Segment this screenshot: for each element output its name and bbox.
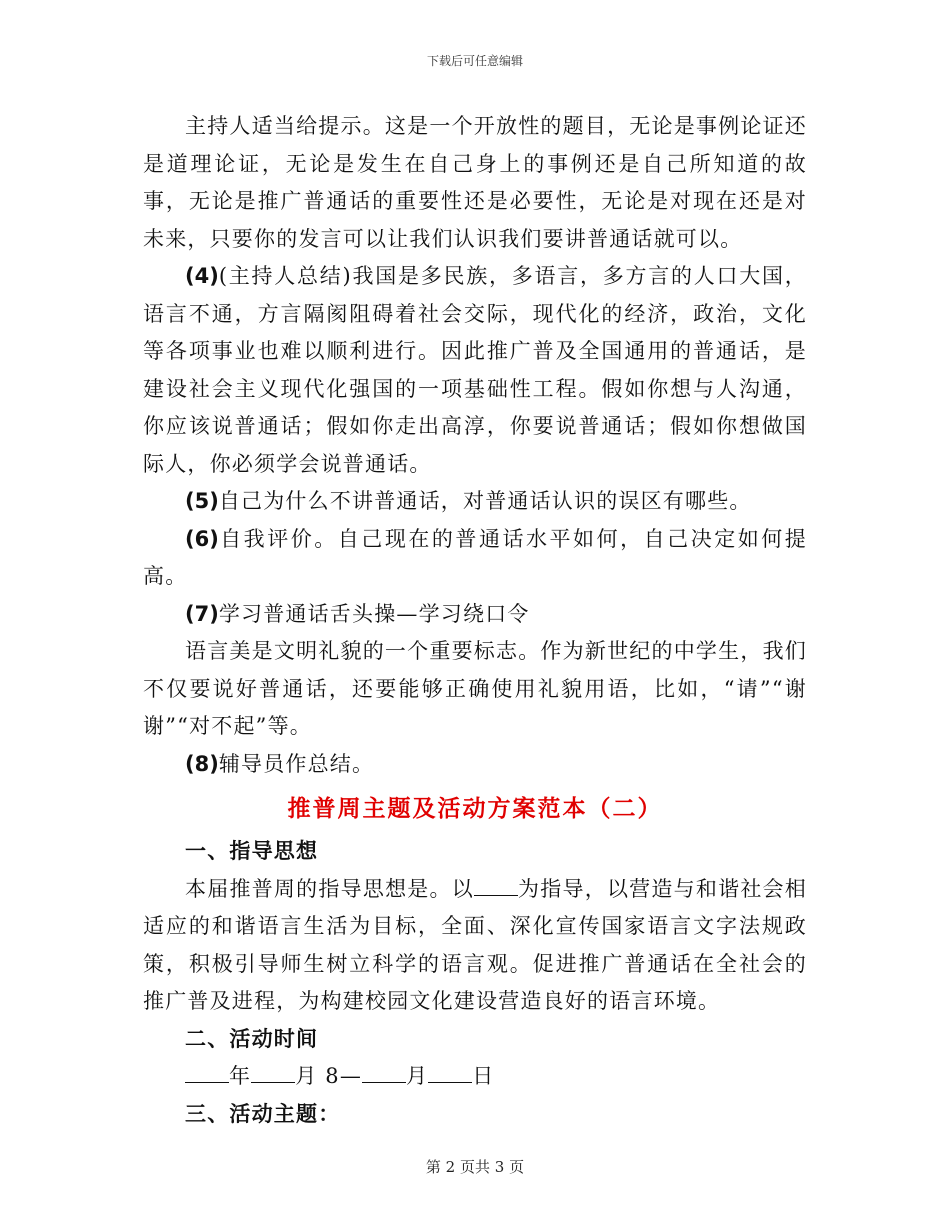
blank-underline xyxy=(251,1064,295,1083)
item-text: 辅导员作总结。 xyxy=(218,751,375,776)
item-text: 自我评价。自己现在的普通话水平如何，自己决定如何提高。 xyxy=(143,526,807,588)
item-text: (主持人总结)我国是多民族，多语言，多方言的人口大国，语言不通，方言隔阂阻碍着社会交际，现代化的经济，政治，文化等各项事业也难以顺利进行。因此推广普及全国通用的普通话，是建设社会主义现代化强国的一项基础性工程。假如你想与人沟通，你应该说普通话；假如你走出高淳，你要说普通话；假如你想做国际人，你必须学会说普通话。 xyxy=(143,264,807,476)
blank-underline xyxy=(428,1064,472,1083)
blank-underline xyxy=(474,877,518,896)
page-header: 下载后可任意编辑 xyxy=(426,54,523,68)
date-month-label: 月 8— xyxy=(295,1064,363,1088)
activity-date-line xyxy=(143,1058,807,1096)
item-number: (4) xyxy=(185,264,219,288)
text-segment: 为指导，以营造与和谐社会相适应的和谐语言生活为目标，全面、深化宣传国家语言文字法规政策，积极引导师生树立科学的语言观。促进推广普通话在全社会的推广普及进程，为构建校园文化建设营造良好的语言环境。 xyxy=(143,876,807,1013)
list-item-5 xyxy=(143,483,807,521)
item-number: (6) xyxy=(185,526,219,551)
list-item-4 xyxy=(143,258,807,483)
paragraph-language-beauty: 语言美是文明礼貌的一个重要标志。作为新世纪的中学生，我们不仅要说好普通话，还要能够正确使用礼貌用语，比如，“请”“谢谢”“对不起”等。 xyxy=(143,639,807,738)
item-number: (7) xyxy=(185,601,219,626)
page-footer: 第 2 页共 3 页 xyxy=(425,1158,525,1176)
item-number: (5) xyxy=(185,489,219,513)
blank-underline xyxy=(185,1064,229,1083)
list-item-8 xyxy=(143,746,807,784)
list-item-7 xyxy=(143,596,807,634)
item-number: (8) xyxy=(185,751,219,776)
item-text: 学习普通话舌头操—学习绕口令 xyxy=(218,601,530,626)
item-text: 自己为什么不讲普通话，对普通话认识的误区有哪些。 xyxy=(218,489,752,513)
date-month-label: 月 xyxy=(406,1064,429,1088)
blank-underline xyxy=(362,1064,406,1083)
date-day-label: 日 xyxy=(472,1064,495,1088)
heading-guiding-ideology: 一、指导思想 xyxy=(185,839,319,863)
paragraph-guiding-ideology xyxy=(143,871,807,1021)
document-body xyxy=(143,108,807,1133)
list-item-6 xyxy=(143,521,807,596)
date-year-label: 年 xyxy=(229,1064,252,1088)
heading-activity-theme: 三、活动主题： xyxy=(185,1101,341,1126)
section-title: 推普周主题及活动方案范本（二） xyxy=(287,795,663,822)
text-segment: 本届推普周的指导思想是。以 xyxy=(185,876,474,901)
heading-activity-time: 二、活动时间 xyxy=(185,1026,319,1051)
paragraph-host-hint: 主持人适当给提示。这是一个开放性的题目，无论是事例论证还是道理论证，无论是发生在自己身上的事例还是自己所知道的故事，无论是推广普通话的重要性还是必要性，无论是对现在还是对未来，只要你的发言可以让我们认识我们要讲普通话就可以。 xyxy=(143,114,807,251)
